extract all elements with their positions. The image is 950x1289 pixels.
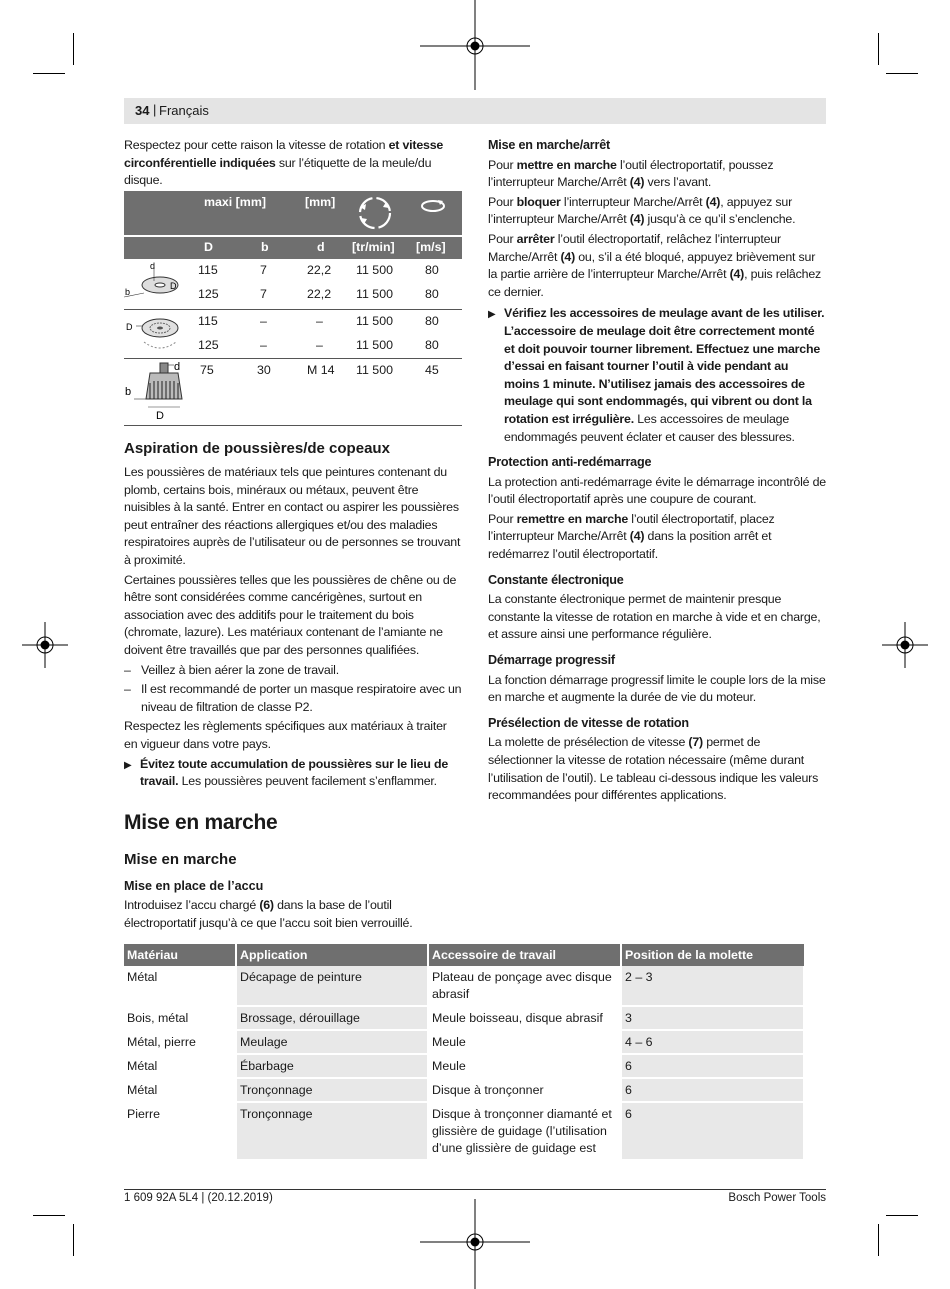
table-row: 125 7 22,2 11 500 80 bbox=[198, 287, 439, 301]
preselection-title: Présélection de vitesse de rotation bbox=[488, 715, 689, 730]
svg-text:b: b bbox=[125, 386, 132, 398]
svg-text:D: D bbox=[170, 281, 177, 291]
svg-text:D: D bbox=[156, 410, 164, 422]
svg-text:d: d bbox=[150, 261, 156, 271]
table-row: Métal Ébarbage Meule 6 bbox=[124, 1054, 804, 1078]
constant-title: Constante électronique bbox=[488, 572, 624, 587]
softstart-title: Démarrage progressif bbox=[488, 653, 615, 668]
table-row: Pierre Tronçonnage Disque à tronçonner diamanté et glissière de guidage (l’utilisation d’une glissière de guidage est 6 bbox=[124, 1102, 804, 1160]
table-row: 125 – – 11 500 80 bbox=[198, 338, 439, 352]
restart-title: Protection anti-redémarrage bbox=[488, 455, 652, 470]
footer-rule bbox=[124, 1189, 826, 1190]
speed-table-header-top: maxi [mm] [mm] bbox=[124, 191, 462, 235]
svg-text:D: D bbox=[126, 322, 133, 332]
table-row: 75 30 M 14 11 500 45 bbox=[200, 363, 439, 377]
page-number: 34 bbox=[135, 103, 150, 118]
registration-mark-icon bbox=[22, 622, 68, 668]
table-row: Bois, métal Brossage, dérouillage Meule boisseau, disque abrasif 3 bbox=[124, 1006, 804, 1030]
speed-table bbox=[124, 191, 462, 426]
page-language: Français bbox=[159, 103, 209, 118]
svg-text:d: d bbox=[174, 361, 181, 373]
footer-doc-number: 1 609 92A 5L4 | (20.12.2019) bbox=[124, 1192, 273, 1204]
speed-table-header-units: D b d [tr/min] [m/s] bbox=[124, 235, 462, 259]
dust-section-title: Aspiration de poussières/de copeaux bbox=[124, 440, 390, 457]
table-row: Métal, pierre Meulage Meule 4 – 6 bbox=[124, 1030, 804, 1054]
registration-mark-icon bbox=[420, 1199, 530, 1289]
section-heading-startup: Mise en marche bbox=[124, 811, 278, 834]
rotation-speed-icon bbox=[356, 194, 394, 232]
svg-text:b: b bbox=[125, 287, 131, 297]
table-row: Métal Tronçonnage Disque à tronçonner 6 bbox=[124, 1078, 804, 1102]
right-column: Mise en marche/arrêt Pour mettre en marche l’outil électroportatif, poussez l’interrupteur Marche/Arrêt (4) vers l’avant. Pour bloquer l’interrupteur Marche/Arrêt (4), appuyez sur l’interrupteur Marche/Arrêt (4) jusqu’à ce qu’il s’enclenche. Pour arrêter l’outil électroportatif, relâchez l’interrupteur Marche/Arrêt (4) ou, s’il a été bloqué, appuyez brièvement sur la partie arrière de l’interrupteur Marche/Arrêt (4), puis relâchez ce dernier. ▶ Vérifiez les accessoires de meulage avant de les utiliser. L’accessoire de meulage doit être correctement monté et doit pouvoir tourner librement. Effectuez une marche d’essai en faisant tourner l’outil à vide pendant au moins 1 minute. N’utilisez jamais des accessoires de meulage qui sont endommagés, qui vibrent ou dont la rotation est irrégulière. Les accessoires de meulage endommagés peuvent éclater et causer des blessures. Protection anti-redémarrage La protection anti-redémarrage évite le démarrage incontrôlé de l’outil électroportatif après une coupure de courant. Pour remettre en marche l’outil électroportatif, placez l’interrupteur Marche/Arrêt (4) dans la position arrêt et redémarrez l’outil électroportatif. Constante électronique La constante électronique permet de maintenir presque constante la vitesse de rotation en marche à vide et en charge, et assure ainsi une performance régulière. Démarrage progressif La fonction démarrage progressif limite le couple lors de la mise en marche et augmente la durée de vie du moteur. Présélection de vitesse de rotation La molette de présélection de vitesse (7) permet de sélectionner la vitesse de rotation nécessaire (même durant l’utilisation de l’outil). Le tableau ci-dessous indique les valeurs recommandées pour différentes applications. bbox=[488, 138, 826, 803]
table-row: 115 – – 11 500 80 bbox=[198, 314, 439, 328]
triangle-bullet-icon: ▶ bbox=[488, 309, 496, 321]
registration-mark-icon bbox=[420, 0, 530, 90]
table-row: 115 7 22,2 11 500 80 bbox=[198, 263, 439, 277]
registration-mark-icon bbox=[882, 622, 928, 668]
circumferential-speed-icon bbox=[420, 197, 446, 215]
onoff-title: Mise en marche/arrêt bbox=[488, 138, 610, 152]
speed-group-grinding-disc bbox=[124, 259, 462, 310]
subsection-heading-startup: Mise en marche bbox=[124, 851, 237, 868]
application-table bbox=[124, 944, 805, 1161]
page-header: 34 | Français bbox=[124, 98, 826, 124]
table-row: Métal Décapage de peinture Plateau de ponçage avec disque abrasif 2 – 3 bbox=[124, 966, 804, 1006]
battery-insert-title: Mise en place de l’accu bbox=[124, 879, 264, 893]
triangle-bullet-icon: ▶ bbox=[124, 759, 132, 771]
footer-brand: Bosch Power Tools bbox=[728, 1192, 826, 1204]
battery-insert-text: Introduisez l’accu chargé (6) dans la base de l’outil électroportatif jusqu’à ce que l’accu soit bien verrouillé. bbox=[124, 898, 413, 930]
speed-group-cup-brush bbox=[124, 359, 462, 426]
intro-paragraph: Respectez pour cette raison la vitesse de rotation et vitesse circonférentielle indiquées sur l’étiquette de la meule/du disque. bbox=[124, 138, 444, 188]
dust-section: Les poussières de matériaux tels que peintures contenant du plomb, certains bois, minéraux ou métaux, peuvent être nuisibles à la santé. Entrer en contact ou aspirer les poussières peut entraîner des réactions allergiques et/ou des maladies respiratoires auprès de l’utilisateur ou de personnes se trouvant à proximité. Certaines poussières telles que les poussières de chêne ou de hêtre sont considérées comme cancérigènes, surtout en association avec des additifs pour le traitement du bois (chromate, lazure). Les matériaux contenant de l’amiante ne doivent être travaillés que par des personnes qualifiées. – Veillez à bien aérer la zone de travail. – Il est recommandé de porter un masque respiratoire avec un niveau de filtration de classe P2. Respectez les règlements spécifiques aux matériaux à traiter en vigueur dans votre pays. ▶ Évitez toute accumulation de poussières sur le lieu de travail. Les poussières peuvent facilement s’enflammer. bbox=[124, 464, 462, 791]
table-header-row: Matériau Application Accessoire de travail Position de la molette bbox=[124, 944, 804, 966]
speed-group-sanding-disc bbox=[124, 310, 462, 359]
